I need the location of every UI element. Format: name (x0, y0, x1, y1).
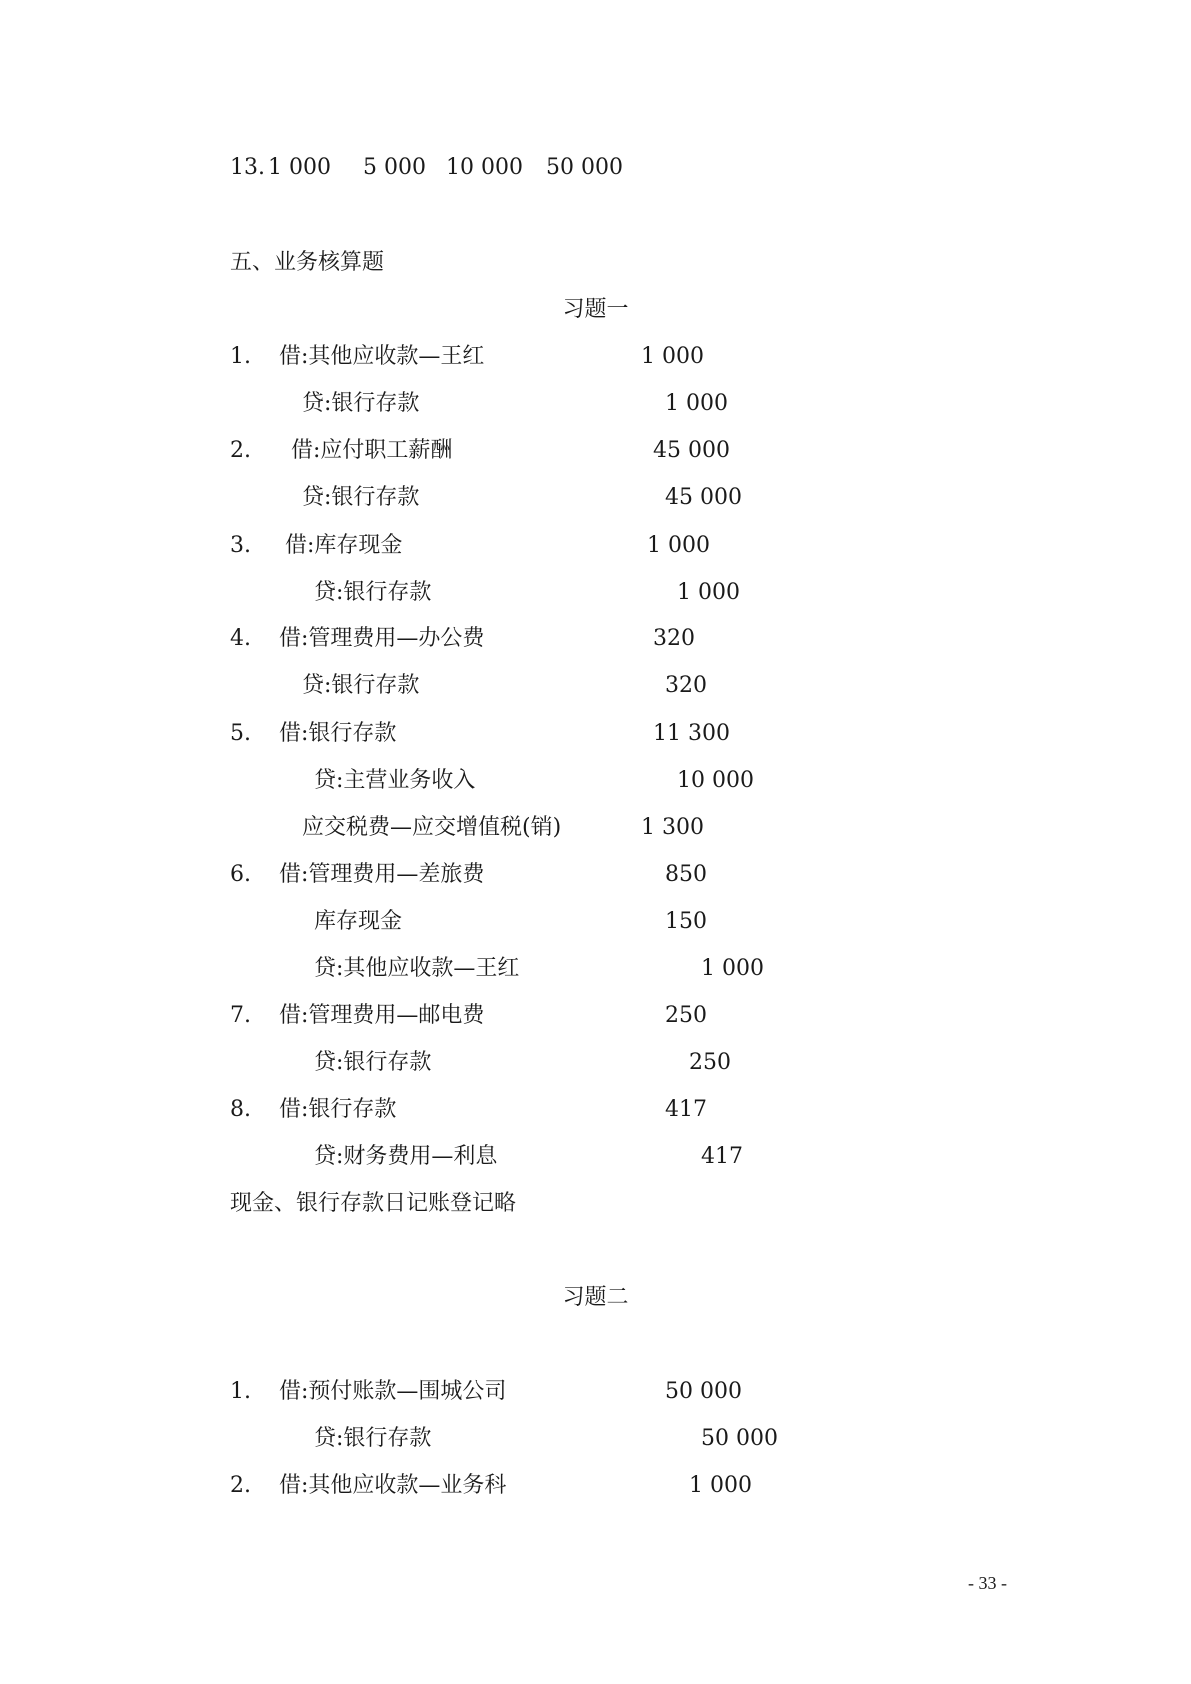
entry-number: 8. (230, 1097, 251, 1122)
debit-account: 借:银行存款 (279, 721, 397, 746)
debit-account: 借:其他应收款—业务科 (279, 1473, 507, 1498)
credit-account: 贷:银行存款 (302, 673, 420, 698)
entry-number: 1. (230, 1379, 251, 1404)
credit-amount: 417 (701, 1144, 743, 1169)
credit-account-2: 应交税费—应交增值税(销) (302, 815, 562, 840)
credit-amount: 320 (665, 673, 707, 698)
credit-account: 贷:其他应收款—王红 (314, 956, 520, 981)
debit-amount: 850 (665, 862, 707, 887)
debit-account: 借:管理费用—邮电费 (279, 1003, 485, 1028)
credit-account: 贷:财务费用—利息 (314, 1144, 498, 1169)
exercise-2-title: 习题二 (562, 1285, 629, 1310)
debit-amount: 1 000 (689, 1473, 752, 1498)
answer-13-value-2: 5 000 (363, 155, 426, 180)
entry-number: 3. (230, 533, 251, 558)
section-title: 五、业务核算题 (230, 250, 385, 275)
exercise-1-title: 习题一 (562, 297, 629, 322)
credit-amount: 1 000 (665, 391, 728, 416)
debit-account: 借:管理费用—差旅费 (279, 862, 485, 887)
entry-number: 2. (230, 1473, 251, 1498)
debit-account: 借:库存现金 (285, 533, 403, 558)
debit-amount: 50 000 (665, 1379, 742, 1404)
credit-amount-2: 1 300 (641, 815, 704, 840)
credit-amount: 50 000 (701, 1426, 778, 1451)
answer-13-value-1: 1 000 (268, 155, 331, 180)
entry-number: 5. (230, 721, 251, 746)
debit-account: 借:管理费用—办公费 (279, 626, 485, 651)
debit-amount: 45 000 (653, 438, 730, 463)
debit-amount: 417 (665, 1097, 707, 1122)
credit-amount: 1 000 (677, 580, 740, 605)
credit-amount: 10 000 (677, 768, 754, 793)
exercise-1-note: 现金、银行存款日记账登记略 (230, 1191, 517, 1216)
entry-number: 1. (230, 344, 251, 369)
answer-13-value-4: 50 000 (546, 155, 623, 180)
credit-amount: 1 000 (701, 956, 764, 981)
debit-amount: 11 300 (653, 721, 730, 746)
credit-account: 贷:银行存款 (314, 1426, 432, 1451)
credit-account: 贷:主营业务收入 (314, 768, 476, 793)
debit-amount: 250 (665, 1003, 707, 1028)
credit-amount: 250 (689, 1050, 731, 1075)
debit-amount-2: 150 (665, 909, 707, 934)
debit-account: 借:银行存款 (279, 1097, 397, 1122)
answer-13-number: 13. (230, 155, 265, 180)
debit-account: 借:预付账款—围城公司 (279, 1379, 507, 1404)
debit-amount: 1 000 (647, 533, 710, 558)
page-number: - 33 - (968, 1573, 1007, 1593)
debit-account: 借:应付职工薪酬 (291, 438, 453, 463)
credit-account: 贷:银行存款 (302, 391, 420, 416)
answer-13-value-3: 10 000 (446, 155, 523, 180)
entry-number: 2. (230, 438, 251, 463)
debit-account-2: 库存现金 (314, 909, 403, 934)
entry-number: 4. (230, 626, 251, 651)
credit-amount: 45 000 (665, 485, 742, 510)
credit-account: 贷:银行存款 (314, 1050, 432, 1075)
debit-amount: 320 (653, 626, 695, 651)
credit-account: 贷:银行存款 (302, 485, 420, 510)
credit-account: 贷:银行存款 (314, 580, 432, 605)
entry-number: 6. (230, 862, 251, 887)
debit-amount: 1 000 (641, 344, 704, 369)
debit-account: 借:其他应收款—王红 (279, 344, 485, 369)
entry-number: 7. (230, 1003, 251, 1028)
